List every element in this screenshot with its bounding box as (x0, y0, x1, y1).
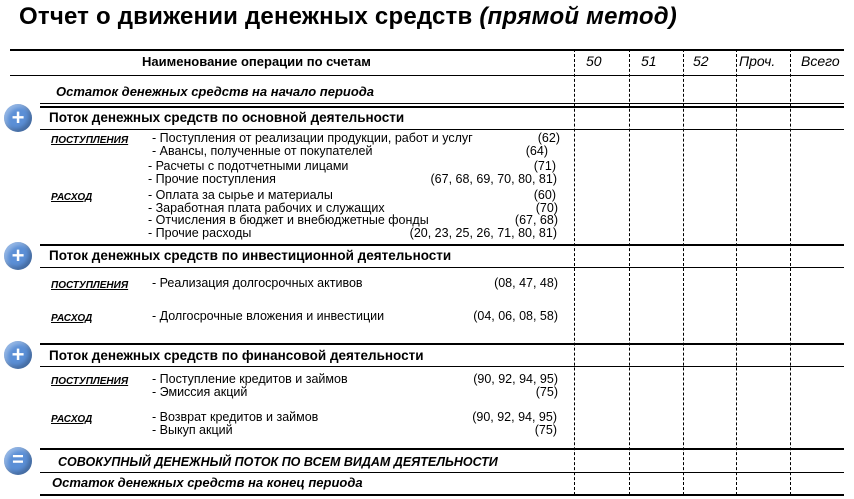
equals-icon: = (4, 447, 32, 475)
operating-income-code-2: (64) (525, 144, 548, 158)
investing-income-item-1: - Реализация долгосрочных активов (152, 276, 363, 290)
col-sep-4 (736, 49, 737, 495)
operating-income-code-1: (62) (537, 131, 560, 145)
rule-section3-title-bottom (40, 366, 844, 367)
rule-total-bottom (40, 472, 844, 473)
header-operation: Наименование операции по счетам (142, 54, 371, 69)
col-sep-1 (574, 49, 575, 495)
plus-icon: + (4, 341, 32, 369)
operating-income-item-3: - Расчеты с подотчетными лицами (148, 159, 349, 173)
rule-section1-top (40, 106, 844, 108)
column-header-52: 52 (693, 53, 709, 69)
section-operating-title: Поток денежных средств по основной деятельности (49, 110, 405, 125)
rule-opening-bottom (40, 103, 844, 104)
operating-expense-item-3: - Отчисления в бюджет и внебюджетные фонды (148, 213, 429, 227)
column-header-total: Всего (801, 53, 840, 69)
operating-income-code-3: (71) (533, 159, 556, 173)
rule-total-top (40, 448, 844, 450)
operating-expense-item-4: - Прочие расходы (148, 226, 252, 240)
col-sep-5 (790, 49, 791, 495)
operating-expense-item-2: - Заработная плата рабочих и служащих (148, 201, 385, 215)
plus-icon: + (4, 242, 32, 270)
col-sep-3 (683, 49, 684, 495)
financing-income-code-2: (75) (535, 385, 558, 399)
financing-income-code-1: (90, 92, 94, 95) (473, 372, 558, 386)
title-method: (прямой метод) (479, 3, 677, 30)
financing-income-item-1: - Поступление кредитов и займов (152, 372, 348, 386)
financing-expense-code-1: (90, 92, 94, 95) (472, 410, 557, 424)
financing-expense-item-1: - Возврат кредитов и займов (152, 410, 319, 424)
financing-income-label: ПОСТУПЛЕНИЯ (51, 376, 129, 387)
operating-expense-item-1: - Оплата за сырье и материалы (148, 188, 333, 202)
operating-income-item-2: - Авансы, полученные от покупателей (152, 144, 373, 158)
column-header-51: 51 (641, 53, 657, 69)
rule-section3-top (40, 343, 844, 345)
title-main: Отчет о движении денежных средств (19, 3, 473, 30)
operating-expense-code-2: (70) (535, 201, 558, 215)
rule-section2-title-bottom (40, 267, 844, 268)
operating-income-label: ПОСТУПЛЕНИЯ (51, 135, 129, 146)
section-financing-title: Поток денежных средств по финансовой деятельности (49, 348, 424, 363)
operating-expense-label: РАСХОД (51, 192, 93, 203)
financing-expense-label: РАСХОД (51, 414, 93, 425)
col-sep-2 (629, 49, 630, 495)
financing-expense-code-2: (75) (534, 423, 557, 437)
page-title (19, 3, 677, 31)
opening-balance: Остаток денежных средств на начало периода (56, 84, 375, 99)
operating-income-item-4: - Прочие поступления (148, 172, 276, 186)
operating-expense-code-3: (67, 68) (514, 213, 558, 227)
rule-section1-title-bottom (40, 129, 844, 130)
rule-bottom (40, 494, 844, 496)
operating-income-code-4: (67, 68, 69, 70, 80, 81) (430, 172, 557, 186)
rule-section2-top (40, 244, 844, 246)
operating-expense-code-4: (20, 23, 25, 26, 71, 80, 81) (409, 226, 557, 240)
rule-top (10, 49, 844, 51)
investing-expense-item-1: - Долгосрочные вложения и инвестиции (152, 309, 385, 323)
section-investing-title: Поток денежных средств по инвестиционной деятельности (49, 248, 452, 263)
closing-balance: Остаток денежных средств на конец периода (52, 475, 363, 490)
total-cash-flow: СОВОКУПНЫЙ ДЕНЕЖНЫЙ ПОТОК ПО ВСЕМ ВИДАМ ДЕЯТЕЛЬНОСТИ (58, 455, 498, 469)
column-header-50: 50 (586, 53, 602, 69)
financing-expense-item-2: - Выкуп акций (152, 423, 233, 437)
column-header-other: Проч. (739, 53, 776, 69)
operating-income-item-1: - Поступления от реализации продукции, работ и услуг (152, 131, 473, 145)
investing-income-code-1: (08, 47, 48) (494, 276, 558, 290)
investing-expense-code-1: (04, 06, 08, 58) (473, 309, 558, 323)
financing-income-item-2: - Эмиссия акций (152, 385, 248, 399)
plus-icon: + (4, 104, 32, 132)
operating-expense-code-1: (60) (533, 188, 556, 202)
investing-expense-label: РАСХОД (51, 313, 93, 324)
investing-income-label: ПОСТУПЛЕНИЯ (51, 280, 129, 291)
rule-header-bottom (10, 75, 844, 76)
